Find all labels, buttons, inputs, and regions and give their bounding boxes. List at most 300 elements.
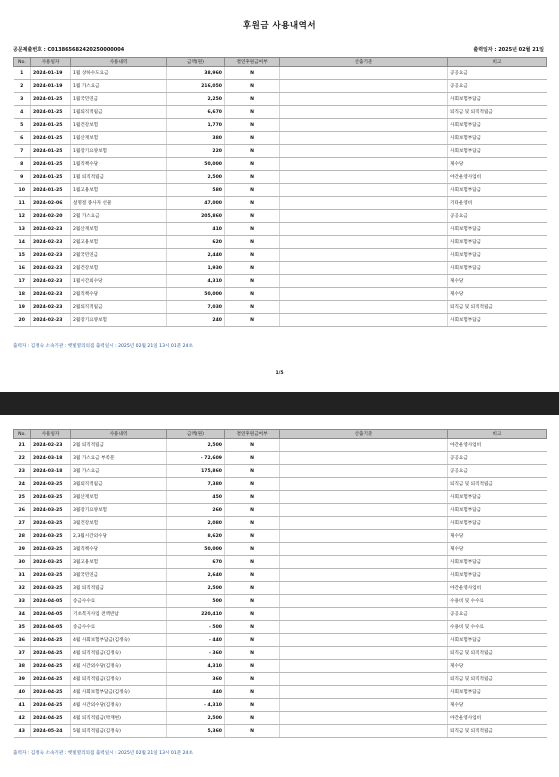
- table-row: [14, 673, 547, 686]
- cell-date: 2024-02-06: [31, 197, 71, 210]
- cell-desc: 2월 퇴직적립금: [71, 439, 167, 452]
- cell-date: 2024-02-23: [31, 236, 71, 249]
- cell-note: 공공요금: [448, 608, 547, 621]
- cell-flag: N: [225, 119, 280, 132]
- table-row: [14, 595, 547, 608]
- table-row: [14, 262, 547, 275]
- cell-basis: [280, 80, 448, 93]
- col-header-amount: 금액(원): [167, 58, 225, 67]
- page-separator: [0, 392, 559, 415]
- cell-note: 퇴직금 및 퇴직적립금: [448, 301, 547, 314]
- cell-amount: 7,380: [167, 478, 225, 491]
- cell-note: 퇴직금 및 퇴직적립금: [448, 106, 547, 119]
- cell-amount: 2,500: [167, 582, 225, 595]
- cell-date: 2024-02-23: [31, 262, 71, 275]
- cell-no: 29: [14, 543, 31, 556]
- cell-amount: 410: [167, 223, 225, 236]
- cell-no: 12: [14, 210, 31, 223]
- cell-basis: [280, 699, 448, 712]
- cell-date: 2024-03-25: [31, 517, 71, 530]
- cell-amount: 2,080: [167, 517, 225, 530]
- cell-date: 2024-01-25: [31, 119, 71, 132]
- cell-desc: 2월 가스요금: [71, 210, 167, 223]
- cell-amount: 670: [167, 556, 225, 569]
- cell-amount: 440: [167, 686, 225, 699]
- cell-basis: [280, 93, 448, 106]
- cell-no: 6: [14, 132, 31, 145]
- cell-flag: N: [225, 171, 280, 184]
- cell-basis: [280, 288, 448, 301]
- table-row: [14, 712, 547, 725]
- cell-no: 18: [14, 288, 31, 301]
- cell-flag: N: [225, 158, 280, 171]
- table-row: [14, 543, 547, 556]
- cell-amount: 175,860: [167, 465, 225, 478]
- cell-note: 사회보험부담금: [448, 686, 547, 699]
- cell-amount: 500: [167, 595, 225, 608]
- cell-basis: [280, 543, 448, 556]
- cell-no: 22: [14, 452, 31, 465]
- cell-desc: 2,3월시간외수당: [71, 530, 167, 543]
- cell-date: 2024-04-05: [31, 608, 71, 621]
- cell-date: 2024-01-25: [31, 132, 71, 145]
- cell-note: 사회보험부담금: [448, 556, 547, 569]
- cell-flag: N: [225, 556, 280, 569]
- cell-flag: N: [225, 491, 280, 504]
- cell-desc: 2월건강보험: [71, 262, 167, 275]
- cell-basis: [280, 686, 448, 699]
- cell-no: 30: [14, 556, 31, 569]
- cell-amount: - 4,310: [167, 699, 225, 712]
- table-row: [14, 582, 547, 595]
- cell-amount: 2,500: [167, 171, 225, 184]
- cell-desc: 2월직책수당: [71, 288, 167, 301]
- cell-no: 41: [14, 699, 31, 712]
- cell-note: 사회보험부담금: [448, 132, 547, 145]
- table-row: [14, 93, 547, 106]
- cell-desc: 1월고용보험: [71, 184, 167, 197]
- cell-flag: N: [225, 452, 280, 465]
- cell-no: 39: [14, 673, 31, 686]
- cell-amount: 2,500: [167, 712, 225, 725]
- cell-basis: [280, 478, 448, 491]
- col-header-no: No.: [14, 430, 31, 439]
- cell-date: 2024-02-23: [31, 439, 71, 452]
- cell-date: 2024-04-05: [31, 595, 71, 608]
- cell-amount: 216,050: [167, 80, 225, 93]
- cell-amount: 5,360: [167, 725, 225, 738]
- cell-basis: [280, 569, 448, 582]
- cell-desc: 2월장기요양보험: [71, 314, 167, 327]
- cell-flag: N: [225, 686, 280, 699]
- cell-basis: [280, 314, 448, 327]
- cell-date: 2024-03-25: [31, 504, 71, 517]
- cell-note: 퇴직금 및 퇴직적립금: [448, 478, 547, 491]
- cell-no: 9: [14, 171, 31, 184]
- cell-no: 36: [14, 634, 31, 647]
- cell-amount: 50,000: [167, 543, 225, 556]
- cell-amount: 6,670: [167, 106, 225, 119]
- cell-desc: 1월 퇴직적립금: [71, 171, 167, 184]
- cell-note: 사회보험부담금: [448, 93, 547, 106]
- cell-note: 제수당: [448, 699, 547, 712]
- cell-flag: N: [225, 699, 280, 712]
- cell-basis: [280, 275, 448, 288]
- col-header-date: 사용일자: [31, 58, 71, 67]
- cell-note: 사회보험부담금: [448, 249, 547, 262]
- cell-basis: [280, 119, 448, 132]
- cell-desc: 기초복지사업 전액반납: [71, 608, 167, 621]
- cell-desc: 1월 가스요금: [71, 80, 167, 93]
- cell-no: 34: [14, 608, 31, 621]
- cell-desc: 설명절 종사자 선물: [71, 197, 167, 210]
- cell-date: 2024-02-23: [31, 249, 71, 262]
- cell-basis: [280, 158, 448, 171]
- cell-date: 2024-03-25: [31, 569, 71, 582]
- table-row: [14, 634, 547, 647]
- cell-note: 사회보험부담금: [448, 236, 547, 249]
- cell-desc: 3월고용보험: [71, 556, 167, 569]
- cell-note: 기타운영비: [448, 197, 547, 210]
- cell-basis: [280, 236, 448, 249]
- cell-date: 2024-04-25: [31, 712, 71, 725]
- cell-date: 2024-01-19: [31, 67, 71, 80]
- cell-desc: 1월장기요양보험: [71, 145, 167, 158]
- cell-flag: N: [225, 223, 280, 236]
- cell-desc: 4월 시간외수당(김정숙): [71, 660, 167, 673]
- cell-amount: 1,930: [167, 262, 225, 275]
- cell-amount: 38,960: [167, 67, 225, 80]
- cell-no: 20: [14, 314, 31, 327]
- cell-flag: N: [225, 132, 280, 145]
- col-header-note: 비고: [448, 58, 547, 67]
- cell-desc: 3월직책수당: [71, 543, 167, 556]
- cell-amount: 50,000: [167, 158, 225, 171]
- cell-no: 3: [14, 93, 31, 106]
- cell-note: 퇴직금 및 퇴직적립금: [448, 647, 547, 660]
- cell-basis: [280, 210, 448, 223]
- col-header-date: 사용일자: [31, 430, 71, 439]
- cell-no: 11: [14, 197, 31, 210]
- cell-note: 야간운영사업비: [448, 439, 547, 452]
- cell-date: 2024-02-23: [31, 314, 71, 327]
- cell-no: 37: [14, 647, 31, 660]
- usage-table-page-2: [13, 429, 547, 738]
- table-row: [14, 223, 547, 236]
- cell-no: 8: [14, 158, 31, 171]
- cell-desc: 1월퇴직적립금: [71, 106, 167, 119]
- cell-desc: 1월건강보험: [71, 119, 167, 132]
- cell-note: 퇴직금 및 퇴직적립금: [448, 725, 547, 738]
- table-row: [14, 171, 547, 184]
- table-row: [14, 686, 547, 699]
- cell-flag: N: [225, 184, 280, 197]
- cell-flag: N: [225, 673, 280, 686]
- cell-note: 사회보험부담금: [448, 223, 547, 236]
- cell-amount: 2,640: [167, 569, 225, 582]
- cell-no: 5: [14, 119, 31, 132]
- cell-date: 2024-04-25: [31, 660, 71, 673]
- cell-desc: 3월 가스요금 부족분: [71, 452, 167, 465]
- cell-note: 야간운영사업비: [448, 171, 547, 184]
- col-header-flag: 결연후원금여부: [225, 430, 280, 439]
- cell-amount: 8,620: [167, 530, 225, 543]
- cell-desc: 4월 사회보험부담금(김정숙): [71, 634, 167, 647]
- table-row: [14, 145, 547, 158]
- cell-flag: N: [225, 621, 280, 634]
- cell-amount: 7,030: [167, 301, 225, 314]
- table-header-row: [14, 430, 547, 439]
- cell-note: 사회보험부담금: [448, 314, 547, 327]
- cell-flag: N: [225, 660, 280, 673]
- cell-basis: [280, 301, 448, 314]
- cell-note: 사회보험부담금: [448, 634, 547, 647]
- cell-note: 공공요금: [448, 80, 547, 93]
- cell-no: 1: [14, 67, 31, 80]
- cell-date: 2024-02-23: [31, 223, 71, 236]
- cell-amount: 220,410: [167, 608, 225, 621]
- table-row: [14, 275, 547, 288]
- cell-flag: N: [225, 439, 280, 452]
- table-row: [14, 210, 547, 223]
- cell-date: 2024-01-25: [31, 93, 71, 106]
- col-header-basis: 산출기준: [280, 430, 448, 439]
- cell-desc: 3월 가스요금: [71, 465, 167, 478]
- table-row: [14, 621, 547, 634]
- cell-desc: 1월 상하수도요금: [71, 67, 167, 80]
- cell-no: 25: [14, 491, 31, 504]
- table-row: [14, 132, 547, 145]
- cell-note: 사회보험부담금: [448, 491, 547, 504]
- cell-desc: 2월퇴직적립금: [71, 301, 167, 314]
- table-header-row: [14, 58, 547, 67]
- cell-desc: 3월장기요양보험: [71, 504, 167, 517]
- cell-desc: 2월국민연금: [71, 249, 167, 262]
- cell-no: 35: [14, 621, 31, 634]
- cell-basis: [280, 249, 448, 262]
- table-row: [14, 439, 547, 452]
- cell-basis: [280, 504, 448, 517]
- table-row: [14, 119, 547, 132]
- cell-no: 24: [14, 478, 31, 491]
- cell-desc: 1월시간외수당: [71, 275, 167, 288]
- cell-flag: N: [225, 582, 280, 595]
- cell-date: 2024-04-25: [31, 686, 71, 699]
- cell-basis: [280, 171, 448, 184]
- cell-desc: 1월산재보험: [71, 132, 167, 145]
- cell-date: 2024-01-25: [31, 145, 71, 158]
- col-header-note: 비고: [448, 430, 547, 439]
- table-row: [14, 80, 547, 93]
- cell-amount: 450: [167, 491, 225, 504]
- cell-basis: [280, 67, 448, 80]
- cell-desc: 1월직책수당: [71, 158, 167, 171]
- table-row: [14, 301, 547, 314]
- cell-amount: 2,500: [167, 439, 225, 452]
- table-row: [14, 197, 547, 210]
- cell-basis: [280, 439, 448, 452]
- cell-amount: 1,770: [167, 119, 225, 132]
- cell-flag: N: [225, 530, 280, 543]
- cell-note: 제수당: [448, 543, 547, 556]
- cell-amount: 47,000: [167, 197, 225, 210]
- table-row: [14, 647, 547, 660]
- cell-amount: 360: [167, 673, 225, 686]
- print-date-block: [473, 46, 544, 53]
- cell-date: 2024-03-25: [31, 543, 71, 556]
- col-header-no: No.: [14, 58, 31, 67]
- cell-flag: N: [225, 301, 280, 314]
- cell-flag: N: [225, 543, 280, 556]
- cell-note: 사회보험부담금: [448, 262, 547, 275]
- cell-note: 제수당: [448, 275, 547, 288]
- cell-flag: N: [225, 80, 280, 93]
- cell-date: 2024-03-25: [31, 530, 71, 543]
- cell-note: 수용비 및 수수료: [448, 595, 547, 608]
- table-row: [14, 67, 547, 80]
- cell-basis: [280, 582, 448, 595]
- cell-basis: [280, 556, 448, 569]
- cell-amount: - 72,609: [167, 452, 225, 465]
- cell-flag: N: [225, 314, 280, 327]
- cell-flag: N: [225, 93, 280, 106]
- cell-no: 31: [14, 569, 31, 582]
- cell-note: 제수당: [448, 288, 547, 301]
- cell-amount: 580: [167, 184, 225, 197]
- cell-no: 13: [14, 223, 31, 236]
- cell-date: 2024-05-24: [31, 725, 71, 738]
- cell-desc: 5월 퇴직적립금(김정숙): [71, 725, 167, 738]
- cell-desc: 3월퇴직적립금: [71, 478, 167, 491]
- table-row: [14, 608, 547, 621]
- cell-no: 17: [14, 275, 31, 288]
- cell-no: 7: [14, 145, 31, 158]
- cell-flag: N: [225, 67, 280, 80]
- cell-flag: N: [225, 712, 280, 725]
- cell-flag: N: [225, 647, 280, 660]
- cell-note: 공공요금: [448, 452, 547, 465]
- cell-flag: N: [225, 634, 280, 647]
- table-row: [14, 184, 547, 197]
- table-row: [14, 249, 547, 262]
- cell-desc: 3월국민연금: [71, 569, 167, 582]
- table-row: [14, 452, 547, 465]
- document-page-2: [0, 415, 559, 777]
- cell-basis: [280, 517, 448, 530]
- cell-basis: [280, 595, 448, 608]
- cell-no: 2: [14, 80, 31, 93]
- table-row: [14, 106, 547, 119]
- cell-flag: N: [225, 504, 280, 517]
- cell-no: 42: [14, 712, 31, 725]
- cell-basis: [280, 452, 448, 465]
- col-header-desc: 사용내역: [71, 430, 167, 439]
- cell-date: 2024-03-18: [31, 452, 71, 465]
- cell-no: 19: [14, 301, 31, 314]
- cell-basis: [280, 621, 448, 634]
- cell-desc: 3월 퇴직적립금: [71, 582, 167, 595]
- cell-no: 26: [14, 504, 31, 517]
- table-row: [14, 569, 547, 582]
- cell-flag: N: [225, 517, 280, 530]
- cell-basis: [280, 197, 448, 210]
- cell-date: 2024-03-25: [31, 582, 71, 595]
- document-meta: [13, 46, 546, 54]
- cell-basis: [280, 145, 448, 158]
- cell-no: 10: [14, 184, 31, 197]
- cell-flag: N: [225, 478, 280, 491]
- cell-date: 2024-01-25: [31, 106, 71, 119]
- table-row: [14, 504, 547, 517]
- doc-number-label: 공문제출번호 :: [13, 47, 46, 53]
- print-date-label: 출력일자 :: [473, 47, 497, 53]
- cell-date: 2024-01-25: [31, 184, 71, 197]
- cell-date: 2024-01-19: [31, 80, 71, 93]
- cell-date: 2024-02-23: [31, 288, 71, 301]
- cell-flag: N: [225, 725, 280, 738]
- cell-note: 야간운영사업비: [448, 582, 547, 595]
- cell-desc: 4월 사회보험부담금(김정숙): [71, 686, 167, 699]
- cell-basis: [280, 530, 448, 543]
- cell-amount: 620: [167, 236, 225, 249]
- cell-date: 2024-04-25: [31, 699, 71, 712]
- table-row: [14, 465, 547, 478]
- cell-basis: [280, 106, 448, 119]
- cell-flag: N: [225, 236, 280, 249]
- cell-amount: 50,000: [167, 288, 225, 301]
- table-row: [14, 556, 547, 569]
- cell-no: 14: [14, 236, 31, 249]
- table-row: [14, 491, 547, 504]
- cell-desc: 1월국민연금: [71, 93, 167, 106]
- cell-note: 야간운영사업비: [448, 712, 547, 725]
- cell-date: 2024-03-18: [31, 465, 71, 478]
- cell-basis: [280, 465, 448, 478]
- cell-basis: [280, 647, 448, 660]
- cell-note: 제수당: [448, 530, 547, 543]
- cell-note: 공공요금: [448, 465, 547, 478]
- cell-date: 2024-03-25: [31, 478, 71, 491]
- cell-no: 38: [14, 660, 31, 673]
- cell-date: 2024-02-20: [31, 210, 71, 223]
- cell-no: 43: [14, 725, 31, 738]
- cell-flag: N: [225, 569, 280, 582]
- cell-note: 공공요금: [448, 210, 547, 223]
- cell-desc: 3월건강보험: [71, 517, 167, 530]
- cell-note: 사회보험부담금: [448, 184, 547, 197]
- cell-date: 2024-03-25: [31, 491, 71, 504]
- cell-amount: - 500: [167, 621, 225, 634]
- cell-flag: N: [225, 288, 280, 301]
- cell-note: 수용비 및 수수료: [448, 621, 547, 634]
- cell-date: 2024-04-25: [31, 634, 71, 647]
- table-row: [14, 725, 547, 738]
- cell-basis: [280, 725, 448, 738]
- cell-flag: N: [225, 465, 280, 478]
- cell-note: 사회보험부담금: [448, 569, 547, 582]
- cell-basis: [280, 634, 448, 647]
- cell-note: 사회보험부담금: [448, 517, 547, 530]
- cell-date: 2024-01-25: [31, 158, 71, 171]
- cell-amount: 4,310: [167, 660, 225, 673]
- cell-note: 사회보험부담금: [448, 504, 547, 517]
- table-row: [14, 660, 547, 673]
- col-header-basis: 산출기준: [280, 58, 448, 67]
- cell-no: 32: [14, 582, 31, 595]
- cell-no: 33: [14, 595, 31, 608]
- cell-basis: [280, 262, 448, 275]
- cell-no: 27: [14, 517, 31, 530]
